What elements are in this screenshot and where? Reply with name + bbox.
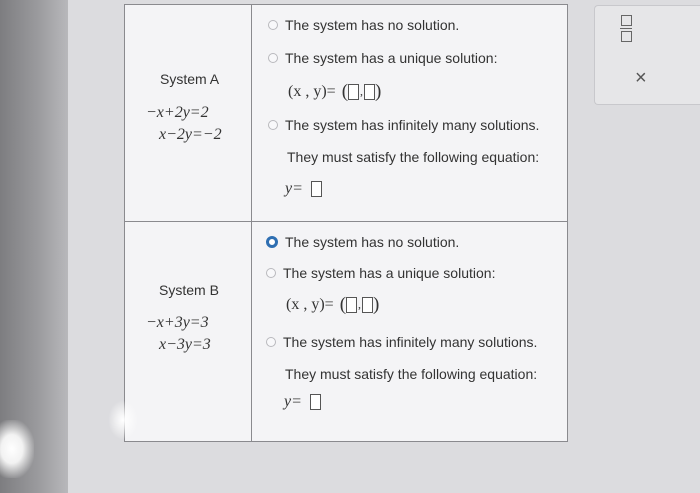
screen-glare bbox=[108, 400, 138, 440]
system-a-must-satisfy-text: They must satisfy the following equation: bbox=[287, 149, 540, 165]
row-divider bbox=[125, 221, 567, 222]
column-divider bbox=[251, 5, 252, 441]
system-a-xy-row bbox=[288, 82, 381, 101]
system-a-option-no-solution[interactable] bbox=[268, 17, 459, 33]
option-label: The system has no solution. bbox=[285, 234, 460, 250]
option-label: The system has no solution. bbox=[285, 17, 460, 33]
option-label: The system has a unique solution: bbox=[285, 50, 498, 66]
radio-button[interactable] bbox=[268, 120, 278, 130]
y-answer-box[interactable] bbox=[364, 84, 375, 100]
system-b-label: System B bbox=[159, 282, 219, 298]
system-a-label: System A bbox=[160, 71, 220, 87]
x-answer-box[interactable] bbox=[348, 84, 359, 100]
system-a-option-infinite[interactable] bbox=[268, 117, 539, 133]
math-toolbar-panel bbox=[594, 5, 700, 105]
x-answer-box[interactable] bbox=[346, 297, 357, 313]
system-a-y-equation-row bbox=[285, 180, 322, 198]
y-label: y= bbox=[285, 180, 303, 197]
option-label: The system has infinitely many solutions. bbox=[285, 117, 540, 133]
system-a-option-unique[interactable] bbox=[268, 50, 497, 66]
xy-answer-pair: ( , ) bbox=[339, 294, 380, 315]
system-b-option-unique[interactable] bbox=[266, 265, 495, 281]
option-label: The system has a unique solution: bbox=[283, 265, 496, 281]
y-answer-box[interactable] bbox=[362, 297, 373, 313]
fraction-icon[interactable] bbox=[620, 15, 632, 45]
system-b-xy-row bbox=[286, 295, 379, 314]
radio-button[interactable] bbox=[266, 268, 276, 278]
screen-glare bbox=[0, 420, 34, 478]
system-b-option-infinite[interactable] bbox=[266, 334, 537, 350]
xy-label: (x , y)= bbox=[286, 295, 334, 313]
system-b-equation-2: x−3y=3 bbox=[159, 336, 211, 353]
system-a-equation-2: x−2y=−2 bbox=[159, 126, 222, 143]
radio-button[interactable] bbox=[268, 20, 278, 30]
radio-button-selected[interactable] bbox=[266, 236, 278, 248]
systems-table bbox=[124, 4, 568, 442]
option-label: The system has infinitely many solutions. bbox=[283, 334, 538, 350]
xy-answer-pair: ( , ) bbox=[341, 81, 382, 102]
y-equation-box[interactable] bbox=[311, 181, 322, 197]
radio-button[interactable] bbox=[266, 337, 276, 347]
system-b-must-satisfy-text: They must satisfy the following equation: bbox=[285, 366, 538, 382]
y-equation-box[interactable] bbox=[310, 394, 321, 410]
xy-label: (x , y)= bbox=[288, 82, 336, 100]
system-a-equation-1: −x+2y=2 bbox=[146, 104, 209, 121]
system-b-y-equation-row bbox=[284, 393, 321, 411]
system-b-option-no-solution[interactable] bbox=[266, 234, 459, 250]
y-label: y= bbox=[284, 393, 302, 410]
system-b-equation-1: −x+3y=3 bbox=[146, 314, 209, 331]
close-icon[interactable]: × bbox=[635, 67, 647, 89]
radio-button[interactable] bbox=[268, 53, 278, 63]
